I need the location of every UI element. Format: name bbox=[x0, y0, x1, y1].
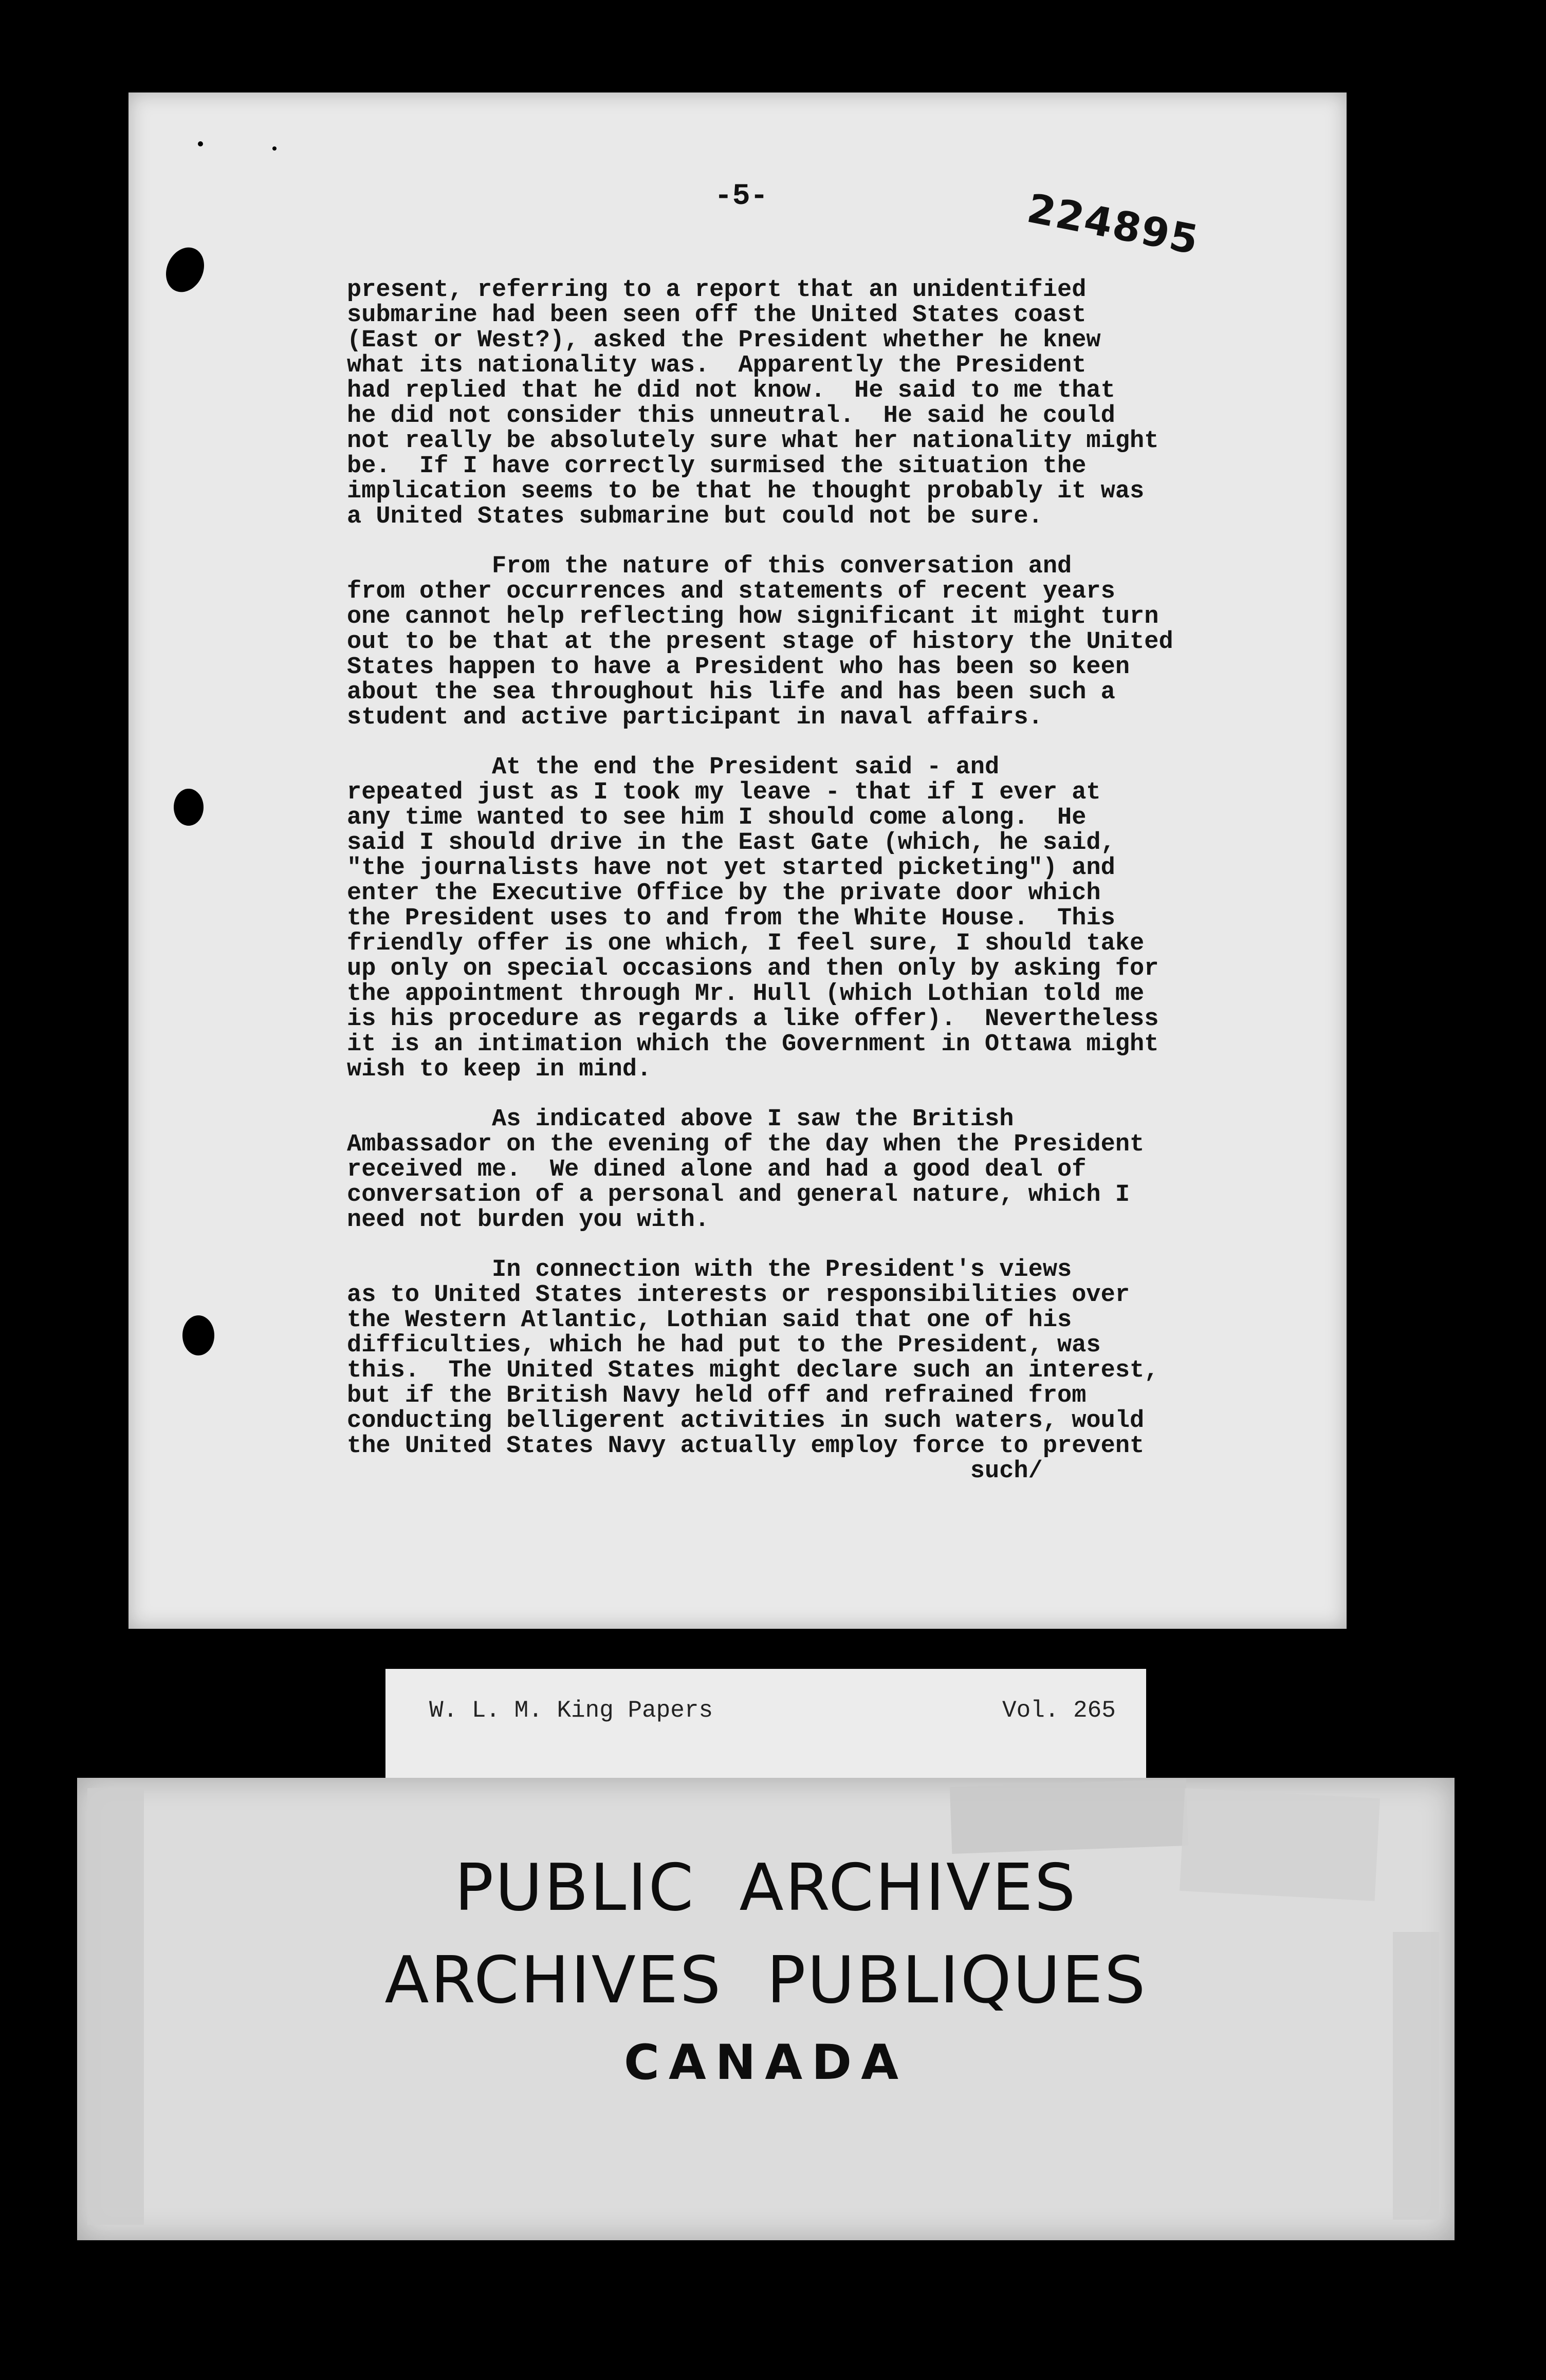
text-line: as to United States interests or responsibilities over bbox=[347, 1281, 1130, 1309]
text-line: about the sea throughout his life and has been such a bbox=[347, 679, 1115, 706]
text-line: wish to keep in mind. bbox=[347, 1056, 652, 1083]
archives-title-french: ARCHIVES PUBLIQUES bbox=[384, 1942, 1147, 2018]
text-line: the appointment through Mr. Hull (which Lothian told me bbox=[347, 980, 1145, 1008]
text-line: such/ bbox=[347, 1458, 1043, 1485]
page-number: -5- bbox=[714, 180, 768, 213]
text-line: friendly offer is one which, I feel sure, I should take bbox=[347, 930, 1145, 957]
text-line: conducting belligerent activities in such waters, would bbox=[347, 1407, 1145, 1435]
text-line: student and active participant in naval affairs. bbox=[347, 704, 1043, 731]
text-line: one cannot help reflecting how significant it might turn bbox=[347, 603, 1159, 630]
punch-hole-bottom bbox=[182, 1315, 214, 1355]
text-line: implication seems to be that he thought probably it was bbox=[347, 478, 1145, 505]
text-line: the United States Navy actually employ force to prevent bbox=[347, 1433, 1145, 1460]
text-line: States happen to have a President who has been so keen bbox=[347, 654, 1130, 681]
archives-country: CANADA bbox=[624, 2035, 908, 2091]
document-id-stamp: 224895 bbox=[1023, 185, 1203, 264]
text-line: present, referring to a report that an unidentified bbox=[347, 276, 1087, 304]
text-line: difficulties, which he had put to the President, was bbox=[347, 1332, 1101, 1359]
text-line: Ambassador on the evening of the day when the President bbox=[347, 1131, 1145, 1158]
text-line: said I should drive in the East Gate (which, he said, bbox=[347, 829, 1115, 857]
paragraph bbox=[347, 755, 1251, 1082]
text-line: repeated just as I took my leave - that if I ever at bbox=[347, 779, 1101, 806]
text-line: he did not consider this unneutral. He said he could bbox=[347, 402, 1115, 430]
text-line: not really be absolutely sure what her nationality might bbox=[347, 427, 1159, 455]
tape-piece bbox=[950, 1779, 1188, 1854]
collection-name: W. L. M. King Papers bbox=[429, 1697, 713, 1724]
text-line: is his procedure as regards a like offer). Nevertheless bbox=[347, 1006, 1159, 1033]
text-line: from other occurrences and statements of recent years bbox=[347, 578, 1115, 605]
volume-number: Vol. 265 bbox=[1002, 1697, 1116, 1724]
text-line: In connection with the President's views bbox=[347, 1256, 1072, 1284]
text-line: any time wanted to see him I should come along. He bbox=[347, 804, 1087, 831]
text-line: the President uses to and from the White House. This bbox=[347, 905, 1115, 932]
speck-mark bbox=[272, 146, 277, 151]
document-page bbox=[128, 92, 1347, 1629]
paragraph bbox=[347, 554, 1251, 730]
text-line: As indicated above I saw the British bbox=[347, 1106, 1014, 1133]
text-line: From the nature of this conversation and bbox=[347, 553, 1072, 580]
text-line: "the journalists have not yet started picketing") and bbox=[347, 854, 1115, 882]
archives-title-english: PUBLIC ARCHIVES bbox=[454, 1850, 1077, 1925]
speck-mark bbox=[198, 141, 203, 146]
text-line: a United States submarine but could not be sure. bbox=[347, 503, 1043, 530]
text-line: this. The United States might declare such an interest, bbox=[347, 1357, 1159, 1384]
text-line: had replied that he did not know. He said to me that bbox=[347, 377, 1115, 404]
text-line: At the end the President said - and bbox=[347, 754, 1000, 781]
text-line: (East or West?), asked the President whether he knew bbox=[347, 327, 1101, 354]
text-line: submarine had been seen off the United States coast bbox=[347, 302, 1087, 329]
text-line: need not burden you with. bbox=[347, 1206, 710, 1234]
text-line: the Western Atlantic, Lothian said that one of his bbox=[347, 1307, 1072, 1334]
paragraph bbox=[347, 1257, 1251, 1484]
text-line: received me. We dined alone and had a good deal of bbox=[347, 1156, 1087, 1183]
paragraph bbox=[347, 1107, 1251, 1233]
text-line: it is an intimation which the Government in Ottawa might bbox=[347, 1031, 1159, 1058]
letter-body bbox=[347, 277, 1251, 1509]
punch-hole-middle bbox=[174, 789, 204, 826]
text-line: what its nationality was. Apparently the President bbox=[347, 352, 1087, 379]
collection-label bbox=[385, 1669, 1146, 1781]
text-line: enter the Executive Office by the private door which bbox=[347, 880, 1101, 907]
text-line: be. If I have correctly surmised the situation the bbox=[347, 453, 1087, 480]
text-line: up only on special occasions and then only by asking for bbox=[347, 955, 1159, 982]
text-line: but if the British Navy held off and refrained from bbox=[347, 1382, 1087, 1409]
text-line: conversation of a personal and general nature, which I bbox=[347, 1181, 1130, 1208]
text-line: out to be that at the present stage of history the United bbox=[347, 628, 1173, 656]
archives-card bbox=[77, 1778, 1455, 2240]
punch-hole-top bbox=[159, 241, 211, 298]
paragraph bbox=[347, 277, 1251, 529]
